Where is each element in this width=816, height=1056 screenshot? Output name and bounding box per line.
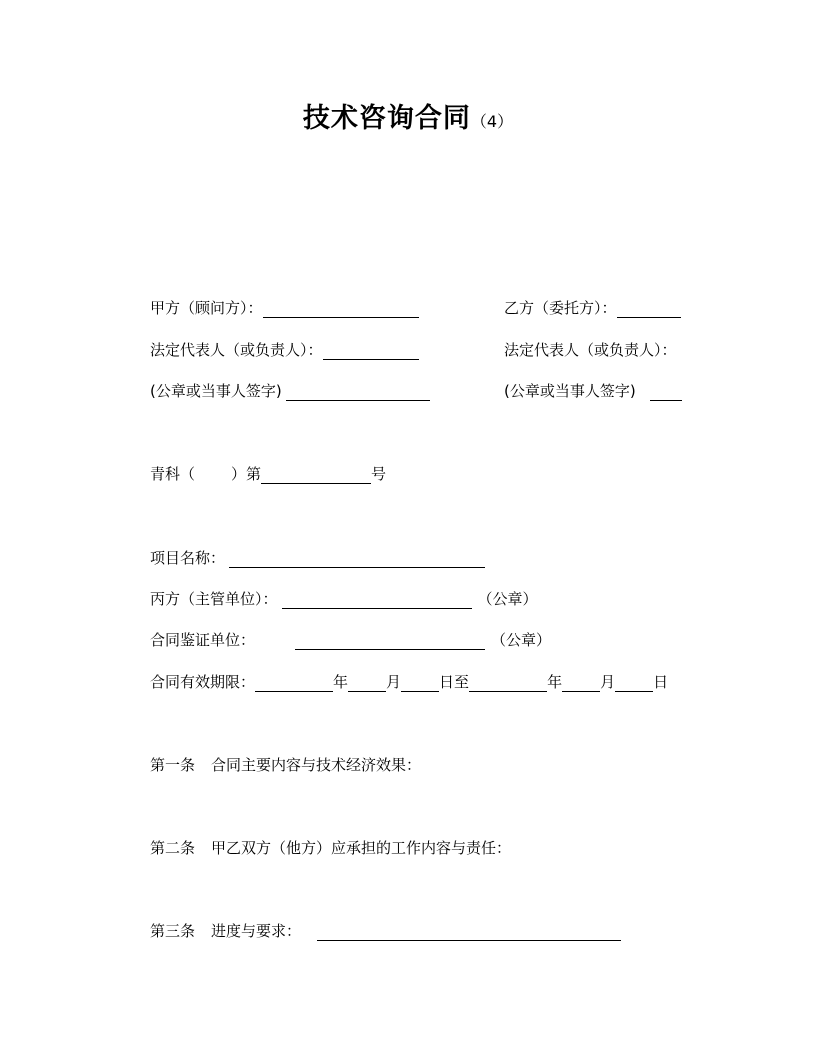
party-a-rep-label: 法定代表人（或负责人）： — [150, 341, 323, 359]
validity-end-day-blank[interactable] — [615, 674, 653, 692]
validity-to: 日至 — [439, 673, 470, 691]
project-name-label: 项目名称： — [150, 549, 226, 567]
validity-month-2: 月 — [600, 673, 616, 691]
contract-no-blank[interactable] — [261, 466, 371, 484]
contract-number-row — [150, 464, 386, 484]
party-b-seal-row — [504, 381, 682, 401]
project-name-row — [150, 548, 485, 568]
verify-seal: （公章） — [491, 631, 552, 649]
party-a-blank[interactable] — [263, 300, 419, 318]
party-b-rep-label: 法定代表人（或负责人）： — [504, 341, 677, 359]
article-3 — [150, 921, 621, 941]
party-a-label: 甲方（顾问方）： — [150, 299, 263, 317]
validity-year-2: 年 — [547, 673, 563, 691]
document-title — [0, 96, 816, 135]
validity-day-2: 日 — [653, 673, 669, 691]
party-c-label: 丙方（主管单位）： — [150, 590, 278, 608]
party-b-rep-row — [504, 340, 677, 360]
article-2-text: 甲乙双方（他方）应承担的工作内容与责任： — [211, 839, 512, 857]
party-b-blank[interactable] — [617, 300, 681, 318]
validity-start-year-blank[interactable] — [255, 674, 333, 692]
validity-end-month-blank[interactable] — [562, 674, 600, 692]
validity-start-month-blank[interactable] — [348, 674, 386, 692]
validity-year-1: 年 — [333, 673, 349, 691]
project-name-blank[interactable] — [229, 550, 485, 568]
validity-row — [150, 672, 668, 692]
party-c-row — [150, 589, 538, 609]
title-main: 技术咨询合同 — [302, 103, 471, 134]
party-b-seal-label: (公章或当事人签字) — [504, 382, 636, 400]
party-a-rep-blank[interactable] — [323, 342, 419, 360]
article-2-num: 第二条 — [150, 839, 196, 857]
validity-start-day-blank[interactable] — [401, 674, 439, 692]
party-b-seal-blank[interactable] — [650, 383, 682, 401]
verify-blank[interactable] — [295, 632, 485, 650]
validity-end-year-blank[interactable] — [469, 674, 547, 692]
article-1 — [150, 755, 421, 775]
contract-no-prefix: 青科（ — [150, 465, 196, 483]
party-a-seal-blank[interactable] — [286, 383, 430, 401]
party-a-row — [150, 298, 419, 318]
article-3-num: 第三条 — [150, 922, 196, 940]
validity-label: 合同有效期限： — [150, 673, 256, 691]
verify-row — [150, 630, 551, 650]
party-a-seal-label: (公章或当事人签字) — [150, 382, 282, 400]
article-1-text: 合同主要内容与技术经济效果： — [211, 756, 422, 774]
contract-no-middle: ）第 — [231, 465, 262, 483]
article-1-num: 第一条 — [150, 756, 196, 774]
party-a-rep-row — [150, 340, 419, 360]
article-2 — [150, 838, 511, 858]
validity-month-1: 月 — [386, 673, 402, 691]
verify-label: 合同鉴证单位： — [150, 631, 256, 649]
article-3-text: 进度与要求： — [211, 922, 302, 940]
party-c-seal: （公章） — [477, 590, 538, 608]
article-3-blank[interactable] — [317, 923, 621, 941]
contract-no-suffix: 号 — [371, 465, 387, 483]
title-number: （4） — [470, 112, 514, 131]
party-b-label: 乙方（委托方）： — [504, 299, 617, 317]
party-b-row — [504, 298, 681, 318]
party-c-blank[interactable] — [282, 591, 472, 609]
party-a-seal-row — [150, 381, 430, 401]
